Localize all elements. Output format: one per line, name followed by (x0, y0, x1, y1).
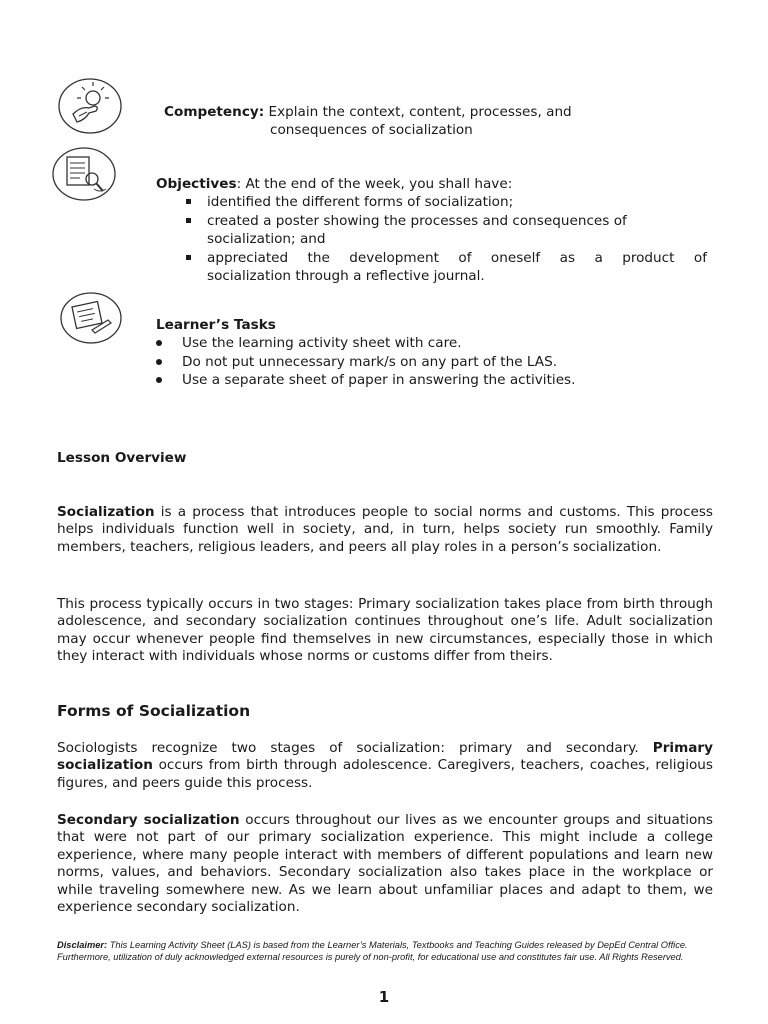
lesson-overview-heading: Lesson Overview (57, 450, 187, 466)
forms-heading: Forms of Socialization (57, 702, 251, 720)
disclaimer: Disclaimer: This Learning Activity Sheet (LAS) is based from the Learner’s Materials, Textbooks and Teaching Guides released by DepEd Central Office. Furthermore, utilization of duly acknowledged external resources is purely of non-profit, for educational use and constitutes fair use. All Rights Reserved. (57, 940, 688, 963)
list-item: identified the different forms of socialization; (207, 193, 707, 212)
competency-label: Competency: (164, 104, 265, 120)
page-number: 1 (378, 988, 390, 1006)
forms-paragraph-2: Secondary socialization occurs throughout our lives as we encounter groups and situations that were not part of our primary socialization experience. This might include a college experience, where many people interact with members of different populations and learn new norms, values, and behaviors. Secondary socialization also takes place in the workplace or while traveling somewhere new. As we learn about unfamiliar places and adapt to them, we experience secondary socialization. (57, 812, 713, 916)
worksheet-pencil-icon (58, 290, 124, 346)
competency-line2: consequences of socialization (270, 122, 473, 138)
list-item: created a poster showing the processes and consequences of socialization; and (207, 212, 707, 249)
overview-paragraph-2: This process typically occurs in two stages: Primary socialization takes place from birth through adolescence, and secondary socialization continues throughout one’s life. Adult socialization may occur whenever people find themselves in new circumstances, especially those in which they interact with individuals whose norms or customs differ from theirs. (57, 596, 713, 665)
competency-line1: Competency: Explain the context, content, processes, and (164, 104, 572, 120)
checklist-magnifier-icon (50, 145, 118, 203)
objectives-label: Objectives (156, 176, 237, 192)
tasks-heading: Learner’s Tasks (156, 317, 276, 333)
forms-paragraph-1: Sociologists recognize two stages of socialization: primary and secondary. Primary socialization occurs from birth through adolescence. Caregivers, teachers, coaches, religious figures, and peers guide this process. (57, 740, 713, 791)
list-item: Use the learning activity sheet with care. (182, 334, 702, 353)
overview-paragraph-1: Socialization is a process that introduces people to social norms and customs. This process helps individuals function well in society, and, in turn, helps society run smoothly. Family members, teachers, religious leaders, and peers all play roles in a person’s socialization. (57, 504, 713, 555)
objectives-list (207, 193, 707, 286)
list-item: Do not put unnecessary mark/s on any part of the LAS. (182, 353, 702, 372)
list-item: Use a separate sheet of paper in answering the activities. (182, 371, 702, 390)
lightbulb-hand-icon (55, 76, 125, 136)
tasks-list (182, 334, 702, 390)
list-item: appreciated the development of oneself as a product of socialization through a reflective journal. (207, 249, 707, 284)
objectives-intro-line: Objectives: At the end of the week, you shall have: (156, 176, 513, 192)
